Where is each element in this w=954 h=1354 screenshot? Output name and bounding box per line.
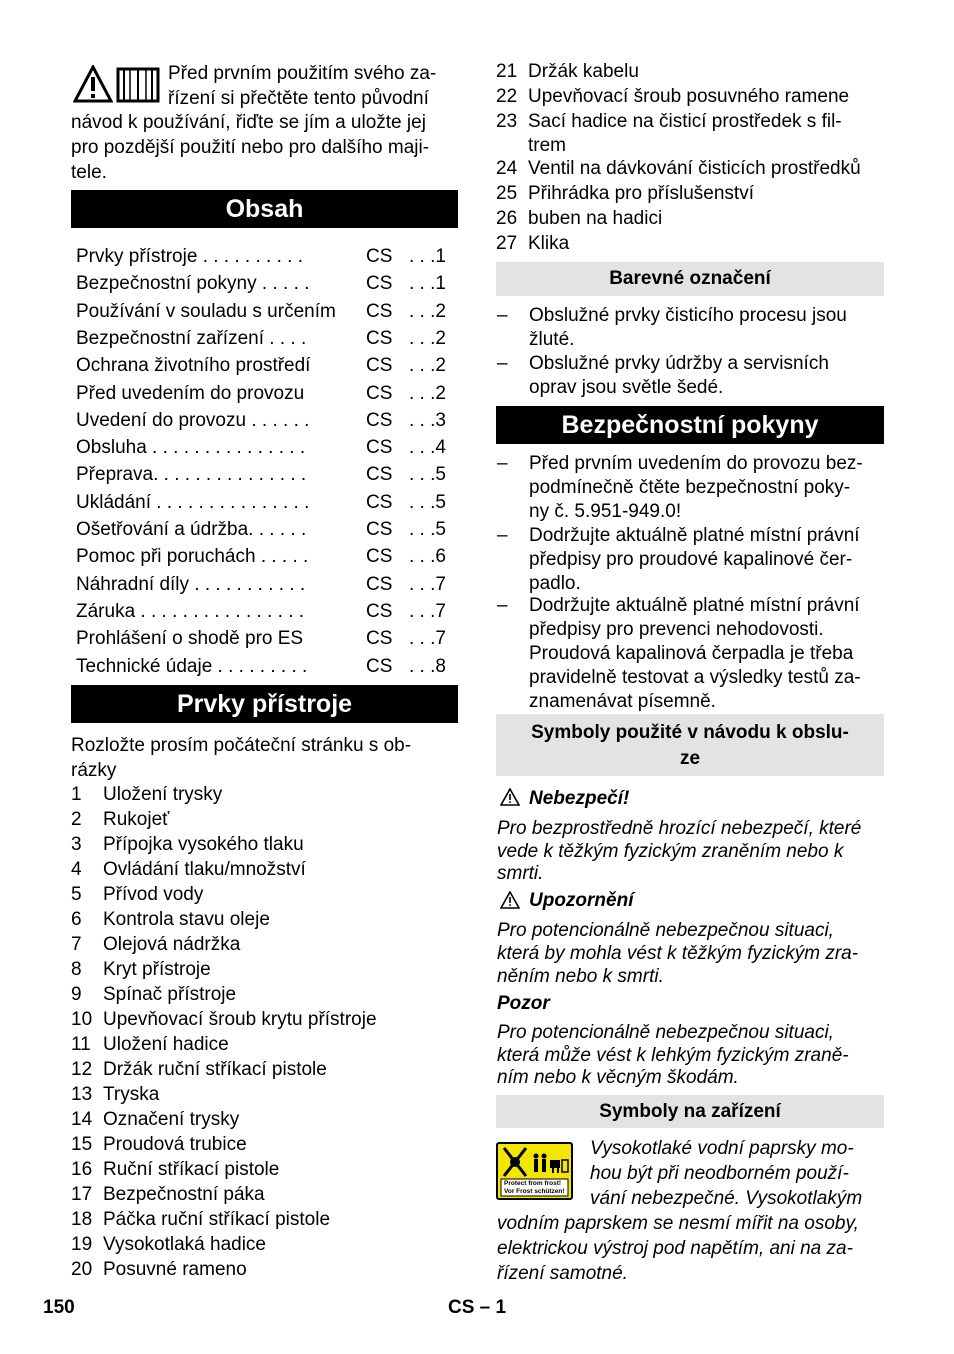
toc-entry-title: Prvky přístroje . . . . . . . . . . (76, 246, 303, 267)
toc-entry-page: . . .7 (409, 573, 446, 595)
toc-entry[interactable] (76, 516, 456, 543)
device-text-6: řízení samotné. (497, 1263, 628, 1284)
symbols-manual-heading-line-1: Symboly použité v návodu k obslu- (531, 722, 849, 743)
toc-entry-title: Před uvedením do provozu (76, 382, 305, 404)
toc-entry[interactable] (76, 598, 456, 625)
list-item-number: 9 (71, 984, 82, 1005)
toc-entry-lang: CS (366, 573, 393, 595)
warning-text-3: něním nebo k smrti. (497, 966, 664, 987)
dash-bullet: – (497, 305, 508, 326)
toc-entry-lang: CS (366, 437, 393, 459)
list-item-number: 2 (71, 809, 82, 830)
list-item-number: 5 (71, 884, 82, 905)
list-item-number: 11 (71, 1034, 91, 1055)
elements-intro-2: rázky (71, 760, 117, 781)
toc-entry-title: Záruka . . . . . . . . . . . . . . . . (76, 600, 305, 622)
toc-entry-page: . . .7 (409, 628, 446, 650)
danger-label: Nebezpečí! (529, 788, 630, 809)
toc-entry-title: Náhradní díly . . . . . . . . . . . (76, 573, 306, 595)
list-item-text: Tryska (103, 1084, 160, 1105)
toc-entry-lang: CS (366, 546, 393, 568)
toc-entry-lang: CS (366, 273, 393, 295)
bullet-text-line: znamenávat písemně. (529, 691, 716, 712)
toc-entry[interactable] (76, 325, 456, 352)
toc-entry-lang: CS (366, 300, 393, 322)
danger-triangle-icon (500, 788, 520, 806)
toc-entry[interactable] (76, 461, 456, 488)
list-item-number: 1 (71, 784, 82, 805)
toc-entry-lang: CS (366, 246, 393, 267)
bullet-text-line: podmínečně čtěte bezpečnostní poky- (529, 477, 851, 498)
list-item-text: Posuvné rameno (103, 1259, 247, 1280)
toc-entry-page: . . .5 (409, 464, 446, 486)
bullet-text-line: Před prvním uvedením do provozu bez- (529, 453, 863, 474)
toc-entry-lang: CS (366, 491, 393, 513)
toc-entry[interactable] (76, 625, 456, 652)
dash-bullet: – (497, 525, 508, 546)
list-item-text: buben na hadici (528, 208, 663, 229)
toc-entry[interactable] (76, 434, 456, 461)
toc-entry-lang: CS (366, 382, 393, 404)
list-item-number: 26 (496, 208, 518, 229)
list-item-text: Upevňovací šroub krytu přístroje (103, 1009, 377, 1030)
toc-entry-page: . . .7 (409, 600, 446, 622)
list-item-text: Kryt přístroje (103, 959, 211, 980)
device-text-1: Vysokotlaké vodní paprsky mo- (590, 1138, 854, 1159)
list-item-number: 24 (496, 158, 518, 179)
symbols-manual-heading (496, 714, 884, 776)
list-item-text: Spínač přístroje (103, 984, 237, 1005)
toc-entry-title: Pomoc při poruchách . . . . . (76, 546, 309, 568)
elements-heading: Prvky přístroje (71, 685, 458, 723)
toc-entry[interactable] (76, 352, 456, 379)
list-item-number: 17 (71, 1184, 93, 1205)
list-item-number: 8 (71, 959, 82, 980)
caution-text-1: Pro potencionálně nebezpečnou situaci, (497, 1022, 834, 1043)
list-item-text: Uložení trysky (103, 784, 223, 805)
toc-entry-lang: CS (366, 655, 393, 677)
list-item-text: trem (528, 135, 566, 156)
list-item-text: Vysokotlaká hadice (103, 1234, 267, 1255)
danger-text-3: smrti. (497, 863, 544, 884)
list-item-number: 14 (71, 1109, 93, 1130)
list-item-number: 21 (496, 61, 518, 82)
intro-line-3: návod k používání, řiďte se jím a uložte jej (71, 112, 426, 133)
list-item-text: Přihrádka pro příslušenství (528, 183, 754, 204)
list-item-number: 15 (71, 1134, 93, 1155)
list-item-text: Proudová trubice (103, 1134, 247, 1155)
caution-text-3: ním nebo k věcným škodám. (497, 1067, 739, 1088)
device-text-2: hou být při neodborném použí- (590, 1163, 849, 1184)
bullet-text-line: Proudová kapalinová čerpadla je třeba (529, 643, 854, 664)
warning-label: Upozornění (529, 890, 634, 911)
list-item-text: Klika (528, 233, 570, 254)
list-item-text: Páčka ruční stříkací pistole (103, 1209, 331, 1230)
toc-entry[interactable] (76, 270, 456, 297)
bullet-text-line: pravidelně testovat a výsledky testů za- (529, 667, 861, 688)
toc-entry-lang: CS (366, 355, 393, 377)
label-text-de: Vor Frost schützen! (504, 1188, 565, 1195)
caution-text-2: která může vést k lehkým fyzickým zraně- (497, 1045, 849, 1066)
list-item-number: 23 (496, 111, 518, 132)
toc-entry-page: . . .6 (409, 546, 446, 568)
toc-entry-page: . . .1 (409, 246, 446, 267)
page-number: 150 (43, 1297, 75, 1318)
bullet-text-line: Obslužné prvky údržby a servisních (529, 353, 829, 374)
list-item-text: Ruční stříkací pistole (103, 1159, 280, 1180)
list-item-text: Olejová nádržka (103, 934, 241, 955)
toc-entry-title: Ošetřování a údržba. . . . . . (76, 519, 307, 540)
toc-heading: Obsah (71, 190, 458, 228)
toc-entry-title: Prohlášení o shodě pro ES (76, 628, 304, 650)
list-item-number: 25 (496, 183, 518, 204)
toc-entry-title: Přeprava. . . . . . . . . . . . . . . (76, 464, 307, 486)
list-item-number: 4 (71, 859, 82, 880)
bullet-text-line: předpisy pro prevenci nehodovosti. (529, 619, 824, 640)
caution-label: Pozor (497, 993, 550, 1014)
list-item-text: Přívod vody (103, 884, 204, 905)
dash-bullet: – (497, 595, 508, 616)
toc-entry-page: . . .5 (409, 491, 446, 513)
list-item-number: 19 (71, 1234, 93, 1255)
device-text-3: vání nebezpečné. Vysokotlakým (590, 1188, 863, 1209)
list-item-number: 6 (71, 909, 82, 930)
toc-entry-page: . . .3 (409, 409, 446, 431)
warning-text-2: která by mohla vést k těžkým fyzickým zra- (497, 943, 859, 964)
intro-line-4: pro pozdější použití nebo pro dalšího maji- (71, 137, 430, 158)
safety-heading: Bezpečnostní pokyny (496, 406, 884, 444)
warning-small-triangle-icon (500, 891, 520, 909)
section-marker: CS – 1 (448, 1297, 507, 1318)
toc-entry-page: . . .5 (409, 519, 446, 540)
list-item-text: Kontrola stavu oleje (103, 909, 270, 930)
bullet-text-line: padlo. (529, 573, 581, 594)
bullet-text-line: předpisy pro proudové kapalinové čer- (529, 549, 853, 570)
toc-entry-lang: CS (366, 464, 393, 486)
toc-entry-title: Technické údaje . . . . . . . . . (76, 655, 308, 677)
toc-entry-page: . . .1 (409, 273, 446, 295)
list-item-number: 3 (71, 834, 82, 855)
bullet-text-line: Obslužné prvky čisticího procesu jsou (529, 305, 847, 326)
toc-entry-title: Uvedení do provozu . . . . . . (76, 409, 310, 431)
toc-entry-page: . . .4 (409, 437, 446, 459)
toc-entry[interactable] (76, 571, 456, 598)
list-item-text: Přípojka vysokého tlaku (103, 834, 304, 855)
list-item-number: 10 (71, 1009, 93, 1030)
toc-entry[interactable] (76, 380, 456, 407)
warning-triangle-icon (73, 65, 113, 103)
list-item-text: Držák ruční stříkací pistole (103, 1059, 327, 1080)
list-item-text: Uložení hadice (103, 1034, 229, 1055)
list-item-text: Bezpečnostní páka (103, 1184, 265, 1205)
list-item-text: Sací hadice na čisticí prostředek s fil- (528, 111, 842, 132)
toc-entry[interactable] (76, 407, 456, 434)
toc-entry-title: Bezpečnostní pokyny . . . . . (76, 273, 310, 295)
list-item-text: Rukojeť (103, 809, 170, 830)
toc-entry-lang: CS (366, 600, 393, 622)
toc-entry-lang: CS (366, 628, 393, 650)
list-item-number: 12 (71, 1059, 93, 1080)
device-text-4: vodním paprskem se nesmí mířit na osoby, (497, 1213, 859, 1234)
list-item-number: 7 (71, 934, 82, 955)
toc-entry-title: Používání v souladu s určením (76, 300, 336, 322)
toc-entry-page: . . .2 (409, 355, 446, 377)
dash-bullet: – (497, 453, 508, 474)
elements-intro-1: Rozložte prosím počáteční stránku s ob- (71, 735, 412, 756)
list-item-number: 20 (71, 1259, 93, 1280)
toc-entry[interactable] (76, 298, 456, 325)
label-text-en: Protect from frost! (504, 1180, 562, 1187)
dash-bullet: – (497, 353, 508, 374)
bullet-text-line: Dodržujte aktuálně platné místní právní (529, 595, 860, 616)
danger-text-1: Pro bezprostředně hrozící nebezpečí, které (497, 818, 862, 839)
toc-entry-lang: CS (366, 409, 393, 431)
manual-book-icon (116, 65, 160, 103)
intro-line-2: řízení si přečtěte tento původní (168, 88, 429, 109)
warning-text-1: Pro potencionálně nebezpečnou situaci, (497, 920, 834, 941)
toc-entry-title: Ochrana životního prostředí (76, 355, 311, 377)
bullet-text-line: ny č. 5.951-949.0! (529, 501, 682, 522)
list-item-number: 18 (71, 1209, 93, 1230)
list-item-text: Upevňovací šroub posuvného ramene (528, 86, 850, 107)
intro-line-1: Před prvním použitím svého za- (168, 63, 437, 84)
device-text-5: elektrickou výstroj pod napětím, ani na za- (497, 1238, 853, 1259)
list-item-number: 16 (71, 1159, 93, 1180)
toc-entry[interactable] (76, 489, 456, 516)
symbols-device-heading: Symboly na zařízení (496, 1095, 884, 1128)
list-item-text: Označení trysky (103, 1109, 240, 1130)
danger-text-2: vede k těžkým fyzickým zraněním nebo k (497, 841, 844, 862)
toc-entry-page: . . .2 (409, 382, 446, 404)
toc-entry[interactable] (76, 653, 456, 680)
list-item-number: 13 (71, 1084, 93, 1105)
list-item-number: 22 (496, 86, 518, 107)
bullet-text-line: Dodržujte aktuálně platné místní právní (529, 525, 860, 546)
toc-entry[interactable] (76, 243, 456, 270)
toc-entry-page: . . .2 (409, 300, 446, 322)
toc-entry-title: Bezpečnostní zařízení . . . . (76, 327, 307, 349)
list-item-text: Ovládání tlaku/množství (103, 859, 306, 880)
list-item-text: Držák kabelu (528, 61, 639, 82)
bullet-text-line: žluté. (529, 329, 575, 350)
list-item-number: 27 (496, 233, 518, 254)
toc-entry-title: Obsluha . . . . . . . . . . . . . . . (76, 437, 306, 459)
list-item-text: Ventil na dávkování čisticích prostředků (528, 158, 861, 179)
toc-entry-lang: CS (366, 519, 393, 540)
symbols-manual-heading-line-2: ze (679, 748, 701, 769)
intro-line-5: tele. (71, 162, 107, 183)
toc-entry-lang: CS (366, 327, 393, 349)
color-coding-heading: Barevné označení (496, 262, 884, 296)
toc-entry-page: . . .2 (409, 327, 446, 349)
toc-entry[interactable] (76, 543, 456, 570)
toc-entry-title: Ukládání . . . . . . . . . . . . . . . (76, 491, 310, 513)
toc-entry-page: . . .8 (409, 655, 446, 677)
bullet-text-line: oprav jsou světle šedé. (529, 377, 724, 398)
